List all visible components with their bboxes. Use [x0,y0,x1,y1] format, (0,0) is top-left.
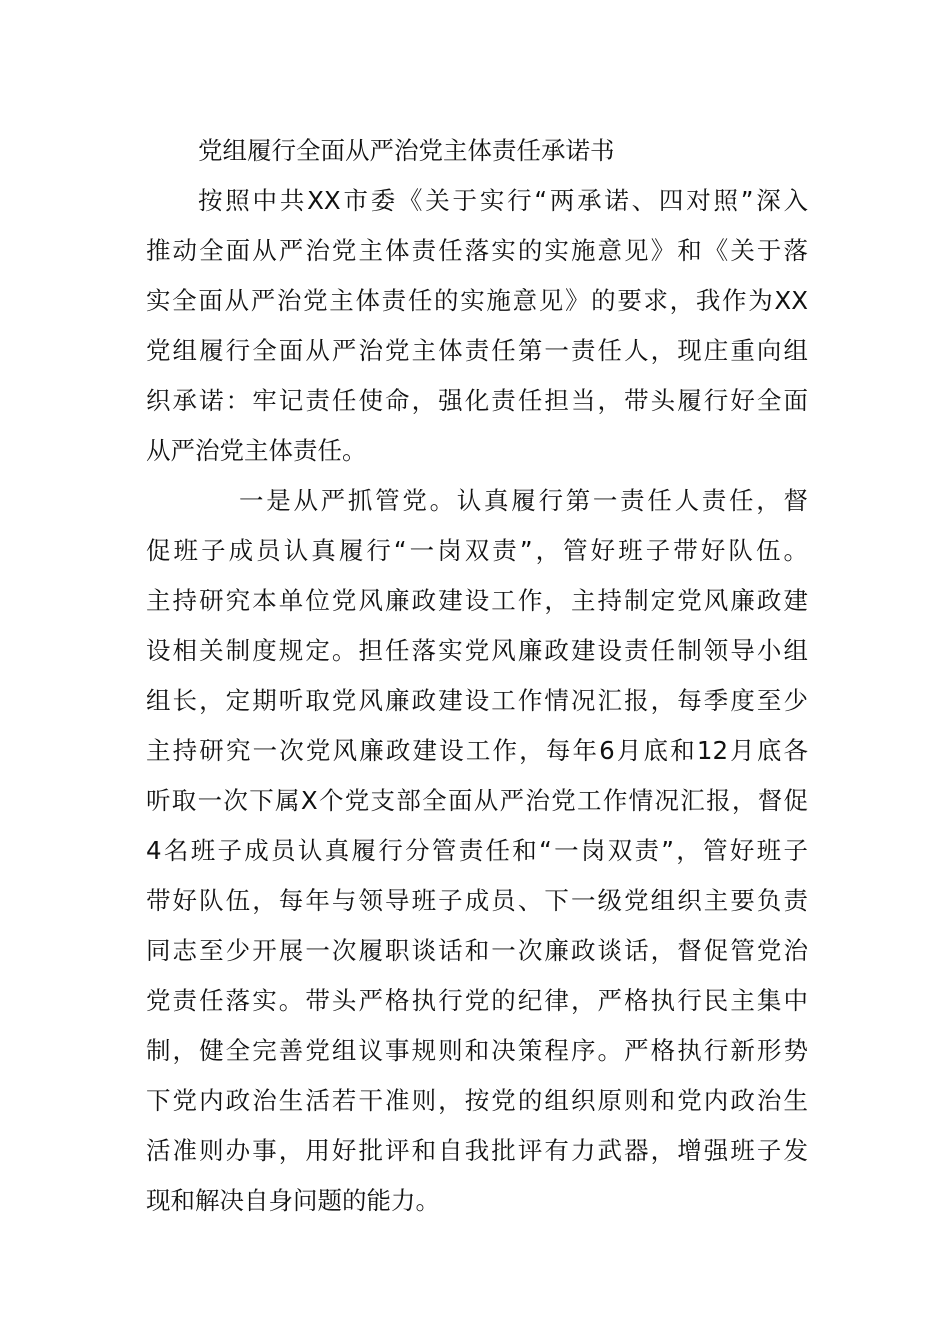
paragraph-line: 带好队伍，每年与领导班子成员、下一级党组织主要负责 [146,886,808,915]
paragraph-line: 促班子成员认真履行“一岗双责”，管好班子带好队伍。 [146,536,808,565]
paragraph-line: 党组履行全面从严治党主体责任第一责任人，现庄重向组 [146,336,808,365]
document-body [146,126,808,1226]
paragraph-line: 推动全面从严治党主体责任落实的实施意见》和《关于落 [146,236,808,265]
paragraph-line: 从严治党主体责任。 [146,436,367,465]
paragraph-line: 一是从严抓管党。认真履行第一责任人责任，督 [239,486,808,515]
paragraph-line: 活准则办事，用好批评和自我批评有力武器，增强班子发 [146,1136,808,1165]
paragraph-strict-management [146,476,808,1226]
paragraph-line: 党责任落实。带头严格执行党的纪律，严格执行民主集中 [146,986,808,1015]
paragraph-line: 4名班子成员认真履行分管责任和“一岗双责”，管好班子 [146,836,808,865]
paragraph-line: 实全面从严治党主体责任的实施意见》的要求，我作为XX [146,286,808,315]
paragraph-line: 同志至少开展一次履职谈话和一次廉政谈话，督促管党治 [146,936,808,965]
document-title: 党组履行全面从严治党主体责任承诺书 [198,136,615,165]
paragraph-line: 主持研究本单位党风廉政建设工作，主持制定党风廉政建 [146,586,808,615]
paragraph-line: 听取一次下属X个党支部全面从严治党工作情况汇报，督促 [146,786,808,815]
paragraph-intro [146,176,808,476]
paragraph-line: 现和解决自身问题的能力。 [146,1186,440,1215]
paragraph-line: 设相关制度规定。担任落实党风廉政建设责任制领导小组 [146,636,808,665]
paragraph-line: 织承诺：牢记责任使命，强化责任担当，带头履行好全面 [146,386,808,415]
paragraph-line: 下党内政治生活若干准则，按党的组织原则和党内政治生 [146,1086,808,1115]
paragraph-line: 制，健全完善党组议事规则和决策程序。严格执行新形势 [146,1036,808,1065]
paragraph-line: 按照中共XX市委《关于实行“两承诺、四对照”深入 [198,186,808,215]
paragraph-line: 主持研究一次党风廉政建设工作，每年6月底和12月底各 [146,736,808,765]
paragraph-line: 组长，定期听取党风廉政建设工作情况汇报，每季度至少 [146,686,808,715]
